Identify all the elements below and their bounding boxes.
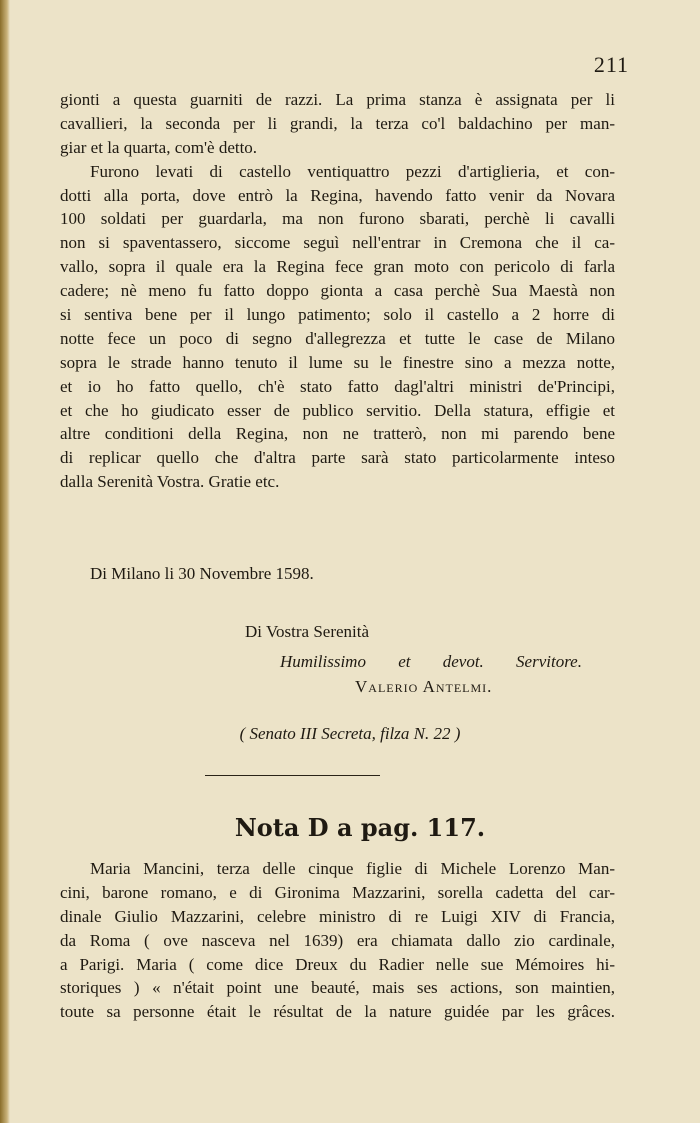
letter-line: et io ho fatto quello, ch'è stato fatto dagl'altri ministri de'Principi, [60, 376, 615, 396]
signature-name: Valerio Antelmi. [355, 677, 493, 696]
note-line: Maria Mancini, terza delle cinque figlie di Michele Lorenzo Man- [90, 859, 615, 878]
letter-body [60, 88, 615, 494]
section-divider [205, 775, 380, 776]
letter-line: giar et la quarta, com'è detto. [60, 137, 258, 157]
letter-line: cavallieri, la seconda per li grandi, la terza co'l baldachino per man- [60, 113, 615, 133]
note-line: toute sa personne était le résultat de la nature guidée par les grâces. [60, 1002, 615, 1022]
letter-line: et che ho giudicato esser de publico servitio. Della statura, effigie et [60, 400, 615, 420]
note-line: storiques ) « n'était point une beauté, mais ses actions, son maintien, [60, 978, 615, 998]
note-heading: Nota D a pag. 117. [234, 813, 486, 842]
letter-line: si sentiva bene per il lungo patimento; solo il castello a 2 horre di [60, 305, 615, 325]
letter-line: vallo, sopra il quale era la Regina fece gran moto con pericolo di farla [60, 257, 615, 277]
letter-line: di replicar quello che d'altra parte sarà stato particolarmente inteso [60, 448, 615, 468]
letter-line: cadere; nè meno fu fatto doppo gionta a casa perchè Sua Maestà non [60, 281, 615, 301]
signature-role: Humilissimo et devot. Servitore. [280, 652, 582, 671]
letter-line: altre conditioni della Regina, non ne tratterò, non mi parendo bene [60, 424, 615, 444]
letter-line: dalla Serenità Vostra. Gratie etc. [60, 472, 280, 492]
note-line: dinale Giulio Mazzarini, celebre ministro di re Luigi XIV di Francia, [60, 906, 615, 926]
letter-line: gionti a questa guarniti de razzi. La prima stanza è assignata per li [60, 90, 615, 109]
letter-salutation: Di Vostra Serenità [245, 622, 370, 641]
page-number: 211 [593, 52, 629, 77]
archive-reference: ( Senato III Secreta, filza N. 22 ) [239, 724, 461, 743]
note-line: da Roma ( ove nasceva nel 1639) era chiamata dallo zio cardinale, [60, 930, 615, 950]
note-line: cini, barone romano, e di Gironima Mazzarini, sorella cadetta del car- [60, 882, 615, 902]
letter-line: dotti alla porta, dove entrò la Regina, havendo fatto venir da Novara [60, 185, 615, 205]
book-spine-shadow [0, 0, 10, 1123]
letter-line: notte fece un poco di segno d'allegrezza et tutte le case de Milano [60, 328, 615, 348]
letter-date: Di Milano li 30 Novembre 1598. [90, 564, 314, 583]
note-body [60, 857, 615, 1024]
letter-line: non si spaventassero, siccome seguì nell'entrar in Cremona che il ca- [60, 233, 615, 253]
note-line: a Parigi. Maria ( come dice Dreux du Radier nelle sue Mémoires hi- [60, 954, 615, 974]
letter-line: Furono levati di castello ventiquattro pezzi d'artiglieria, et con- [90, 161, 615, 181]
letter-line: sopra le strade hanno tenuto il lume su le finestre sino a mezza notte, [60, 352, 615, 372]
letter-line: 100 soldati per guardarla, ma non furono sbarati, perchè li cavalli [60, 209, 615, 229]
